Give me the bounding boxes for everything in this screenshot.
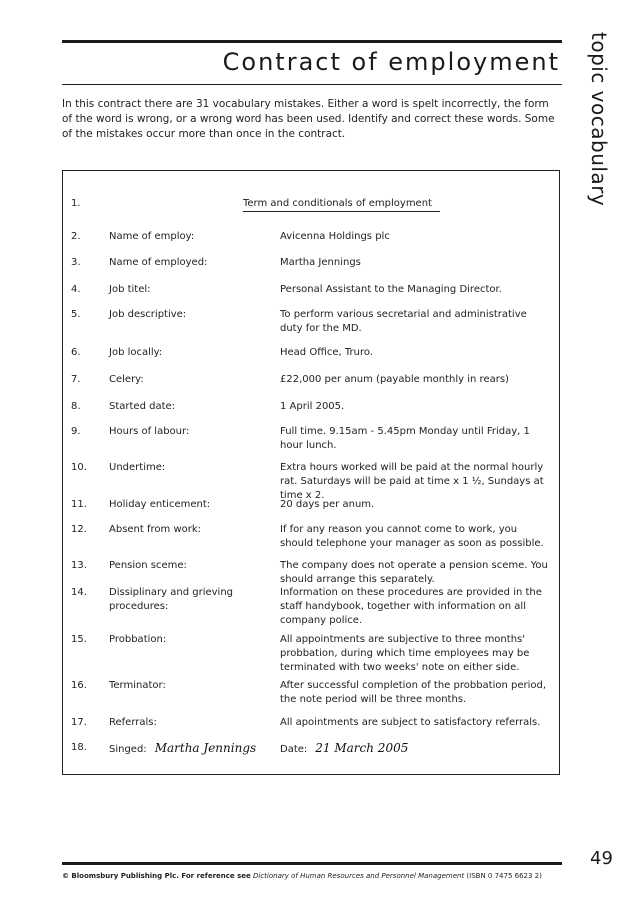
signed-label: Singed: (109, 744, 147, 755)
row-number: 13. (71, 560, 87, 571)
contract-box (62, 170, 560, 775)
side-tab-label: topic vocabulary (587, 32, 611, 207)
row-value: Full time. 9.15am - 5.45pm Monday until Friday, 1 hour lunch. (280, 426, 530, 451)
row-label: Name of employed: (109, 257, 208, 268)
row-label: Celery: (109, 374, 144, 385)
top-rule (62, 40, 562, 43)
row-number: 12. (71, 524, 87, 535)
row-label: Holiday enticement: (109, 499, 211, 510)
row-label: Name of employ: (109, 231, 195, 242)
row-value: To perform various secretarial and administrative duty for the MD. (280, 309, 527, 334)
signed-field (109, 741, 269, 757)
row-number: 16. (71, 680, 87, 691)
row-value: If for any reason you cannot come to work, you should telephone your manager as soon as possible. (280, 524, 544, 549)
row-value: After successful completion of the probbation period, the note period will be three months. (280, 680, 547, 705)
row-label: Undertime: (109, 462, 166, 473)
handwritten-date: 21 March 2005 (315, 741, 409, 755)
handwritten-signature: Martha Jennings (154, 741, 257, 755)
row-number: 10. (71, 462, 87, 473)
row-number: 6. (71, 347, 81, 358)
row-number: 17. (71, 717, 87, 728)
row-value: Head Office, Truro. (280, 347, 373, 358)
row-number: 18. (71, 742, 87, 753)
row-number: 3. (71, 257, 81, 268)
row-value: Information on these procedures are provided in the staff handybook, together with information on all company police. (280, 587, 542, 626)
footer-book-title: Dictionary of Human Resources and Personnel Management (252, 872, 465, 880)
row-label: Referrals: (109, 717, 157, 728)
row-value: 1 April 2005. (280, 401, 345, 412)
row-number: 5. (71, 309, 81, 320)
row-value: Extra hours worked will be paid at the normal hourly rat. Saturdays will be paid at time x 1 ½, Sundays at time x 2. (280, 462, 544, 501)
row-number: 1. (71, 198, 81, 209)
row-number: 9. (71, 426, 81, 437)
row-value: The company does not operate a pension sceme. You should arrange this separately. (280, 560, 548, 585)
row-number: 8. (71, 401, 81, 412)
row-value: Personal Assistant to the Managing Director. (280, 284, 502, 295)
row-value: 20 days per anum. (280, 499, 375, 510)
footer-publisher: © Bloomsbury Publishing Plc. For reference see (62, 872, 251, 880)
row-label: Hours of labour: (109, 426, 190, 437)
row-number: 2. (71, 231, 81, 242)
row-value: £22,000 per anum (payable monthly in rears) (280, 374, 509, 385)
row-number: 7. (71, 374, 81, 385)
row-label: Pension sceme: (109, 560, 187, 571)
footer-isbn: (ISBN 0 7475 6623 2) (466, 872, 542, 880)
intro-paragraph: In this contract there are 31 vocabulary mistakes. Either a word is spelt incorrectly, the form of the word is wrong, or a wrong word has been used. Identify and correct these words. Some of the mistakes occur more than once in the contract. (62, 98, 555, 140)
date-field (280, 741, 548, 757)
row-label: Job locally: (109, 347, 163, 358)
row-number: 4. (71, 284, 81, 295)
row-label: Started date: (109, 401, 176, 412)
footer-citation (62, 872, 582, 880)
row-number: 15. (71, 634, 87, 645)
row-value: All appointments are subjective to three months' probbation, during which time employees may be terminated with two weeks' note on either side. (280, 634, 530, 673)
row-label: Terminator: (109, 680, 166, 691)
date-label: Date: (280, 744, 308, 755)
bottom-rule (62, 862, 562, 865)
contract-heading: Term and conditionals of employment (243, 197, 440, 212)
row-label: Probbation: (109, 634, 167, 645)
row-label: Dissiplinary and grieving procedures: (109, 587, 234, 612)
row-label: Absent from work: (109, 524, 202, 535)
row-value: Martha Jennings (280, 257, 361, 268)
title-rule (62, 84, 562, 85)
row-value: Avicenna Holdings plc (280, 231, 390, 242)
row-value: All apointments are subject to satisfactory referrals. (280, 717, 541, 728)
row-number: 11. (71, 499, 87, 510)
row-label: Job descriptive: (109, 309, 187, 320)
page-title: Contract of employment (222, 48, 560, 76)
row-label: Job titel: (109, 284, 151, 295)
row-number: 14. (71, 587, 87, 598)
page-number: 49 (590, 848, 613, 869)
